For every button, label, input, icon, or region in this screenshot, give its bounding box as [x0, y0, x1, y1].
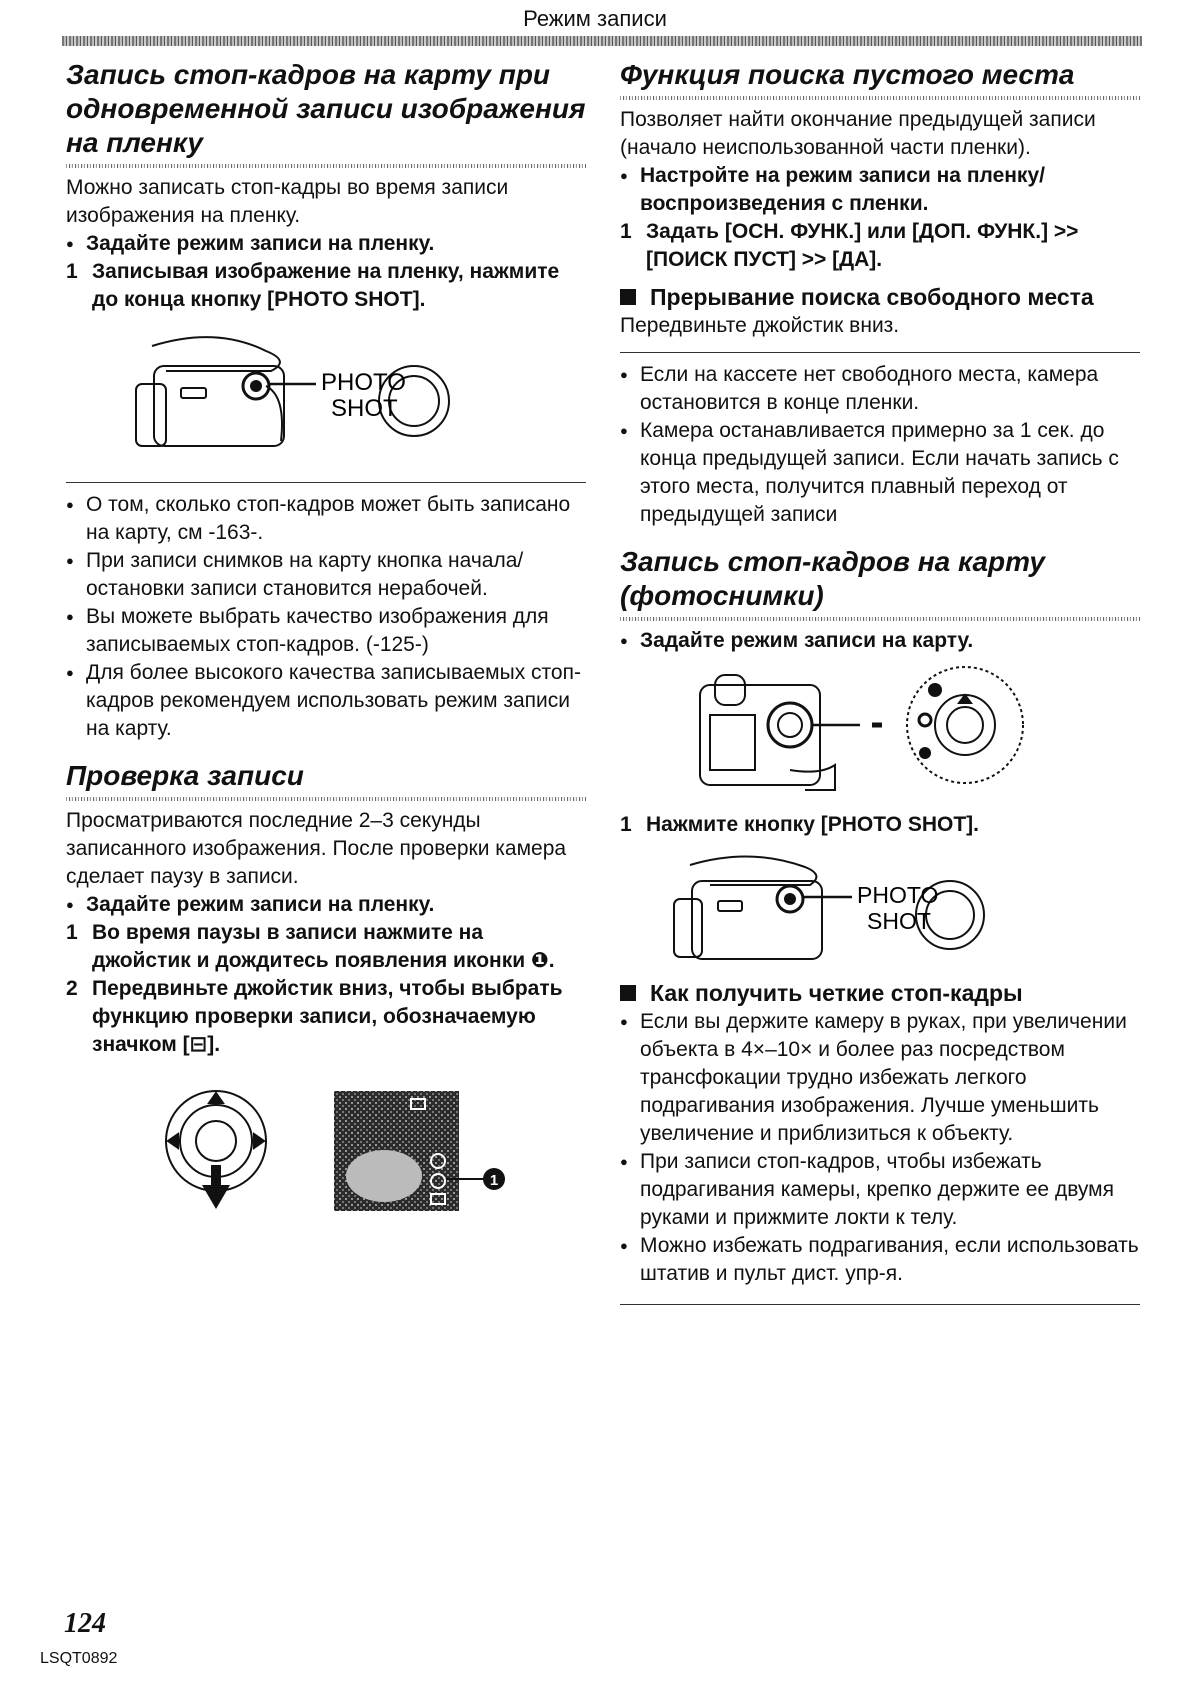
divider	[620, 352, 1140, 353]
step-text: Записывая изображение на пленку, нажмите до конца кнопку [PHOTO SHOT].	[92, 260, 560, 311]
step-number: 1	[620, 813, 632, 836]
step-1	[620, 218, 1140, 274]
step-number: 1	[66, 260, 78, 283]
camera-lens	[136, 384, 166, 446]
step-1	[620, 811, 1140, 839]
section-intro: Можно записать стоп-кадры во время записи изображения на пленку.	[66, 176, 509, 227]
photo-label: PHOTO	[321, 369, 406, 396]
photo-label: PHOTO	[857, 882, 939, 908]
camera-lcd	[710, 715, 755, 770]
section-title-card-photo: Запись стоп-кадров на карту (фотоснимки)	[620, 546, 1045, 611]
subsection-text: Передвиньте джойстик вниз.	[620, 314, 900, 337]
page-number: 124	[64, 1608, 106, 1639]
note-item: ● При записи снимков на карту кнопка начала/остановки записи становится нерабочей.	[66, 547, 586, 603]
joystick-and-screen-figure	[66, 1081, 586, 1221]
notes-list	[66, 491, 586, 743]
divider	[620, 1304, 1140, 1305]
step-number: 2	[66, 977, 78, 1000]
callout-1-label: 1	[489, 1172, 499, 1189]
divider	[66, 482, 586, 483]
mode-dial	[768, 703, 812, 747]
model-code: LSQT0892	[40, 1650, 118, 1667]
note-item: ● Камера останавливается примерно за 1 сек. до конца предыдущей записи. Если начать запись с этого места, получится плавный переход от предыдущей записи	[620, 417, 1140, 529]
subsection-title-interrupt: Прерывание поиска свободного места	[620, 282, 1140, 312]
step-number: 1	[620, 220, 632, 243]
note-item: ● Для более высокого качества записываемых стоп-кадров рекомендуем использовать режим записи на карту.	[66, 659, 586, 743]
note-item: ● Вы можете выбрать качество изображения для записываемых стоп-кадров. (-125-)	[66, 603, 586, 659]
step-1	[66, 919, 586, 975]
left-column	[66, 58, 586, 1221]
instruction-bullet: ● Настройте на режим записи на пленку/ воспроизведения с пленки.	[620, 162, 1140, 218]
note-item: ● Если на кассете нет свободного места, камера остановится в конце пленки.	[620, 361, 1140, 417]
play-mode-icon	[919, 747, 931, 759]
section-intro: Просматриваются последние 2–3 секунды записанного изображения. После проверки камера сделает паузу в записи.	[66, 809, 567, 888]
note-item: ● Если вы держите камеру в руках, при увеличении объекта в 4×–10× и более раз посредством трансфокации трудно избежать легкого подрагивания изображения. Лучше уменьшить увеличение и приблизиться к объекту.	[620, 1008, 1140, 1148]
step-2	[66, 975, 586, 1059]
right-column	[620, 58, 1140, 1305]
section-title-blank-search: Функция поиска пустого места	[620, 59, 1075, 90]
step-1	[66, 258, 586, 314]
title-rule	[66, 164, 586, 168]
title-rule	[66, 797, 586, 801]
card-mode-icon	[919, 714, 931, 726]
title-rule	[620, 96, 1140, 100]
step-text: Во время паузы в записи нажмите на джойстик и дождитесь появления иконки ❶.	[92, 921, 555, 972]
subsection-title-sharp-photos: Как получить четкие стоп-кадры	[620, 978, 1140, 1008]
shot-label: SHOT	[867, 908, 931, 934]
camera-photo-shot-figure-2	[620, 847, 1140, 972]
tape-mode-icon	[928, 683, 942, 697]
title-rule	[620, 617, 1140, 621]
step-text: Нажмите кнопку [PHOTO SHOT].	[646, 813, 979, 836]
note-item: ● О том, сколько стоп-кадров может быть записано на карту, см -163-.	[66, 491, 586, 547]
step-text: Передвиньте джойстик вниз, чтобы выбрать функцию проверки записи, обозначаемую значком [⊟].	[92, 977, 563, 1056]
section-intro: Позволяет найти окончание предыдущей записи (начало неиспользованной части пленки).	[620, 108, 1096, 159]
header-bar	[62, 36, 1142, 46]
page-header: Режим записи	[523, 6, 667, 31]
arrow-down-icon	[202, 1165, 230, 1209]
note-item: ● При записи стоп-кадров, чтобы избежать подрагивания камеры, крепко держите ее двумя руками и прижмите локти к телу.	[620, 1148, 1140, 1232]
shot-label: SHOT	[331, 395, 398, 422]
instruction-bullet: ● Задайте режим записи на пленку.	[66, 891, 586, 919]
note-item: ● Можно избежать подрагивания, если использовать штатив и пульт дист. упр-я.	[620, 1232, 1140, 1288]
instruction-bullet: ● Задайте режим записи на пленку.	[66, 230, 586, 258]
instruction-bullet: ● Задайте режим записи на карту.	[620, 627, 1140, 655]
step-text: Задать [ОСН. ФУНК.] или [ДОП. ФУНК.] >> [ПОИСК ПУСТ] >> [ДА].	[646, 220, 1079, 271]
step-number: 1	[66, 921, 78, 944]
mode-dial-figure	[620, 665, 1140, 805]
section-title-photo-on-tape: Запись стоп-кадров на карту при одновременной записи изображения на пленку	[66, 59, 586, 158]
camera-photo-shot-figure	[66, 326, 586, 476]
section-title-rec-check: Проверка записи	[66, 760, 304, 791]
